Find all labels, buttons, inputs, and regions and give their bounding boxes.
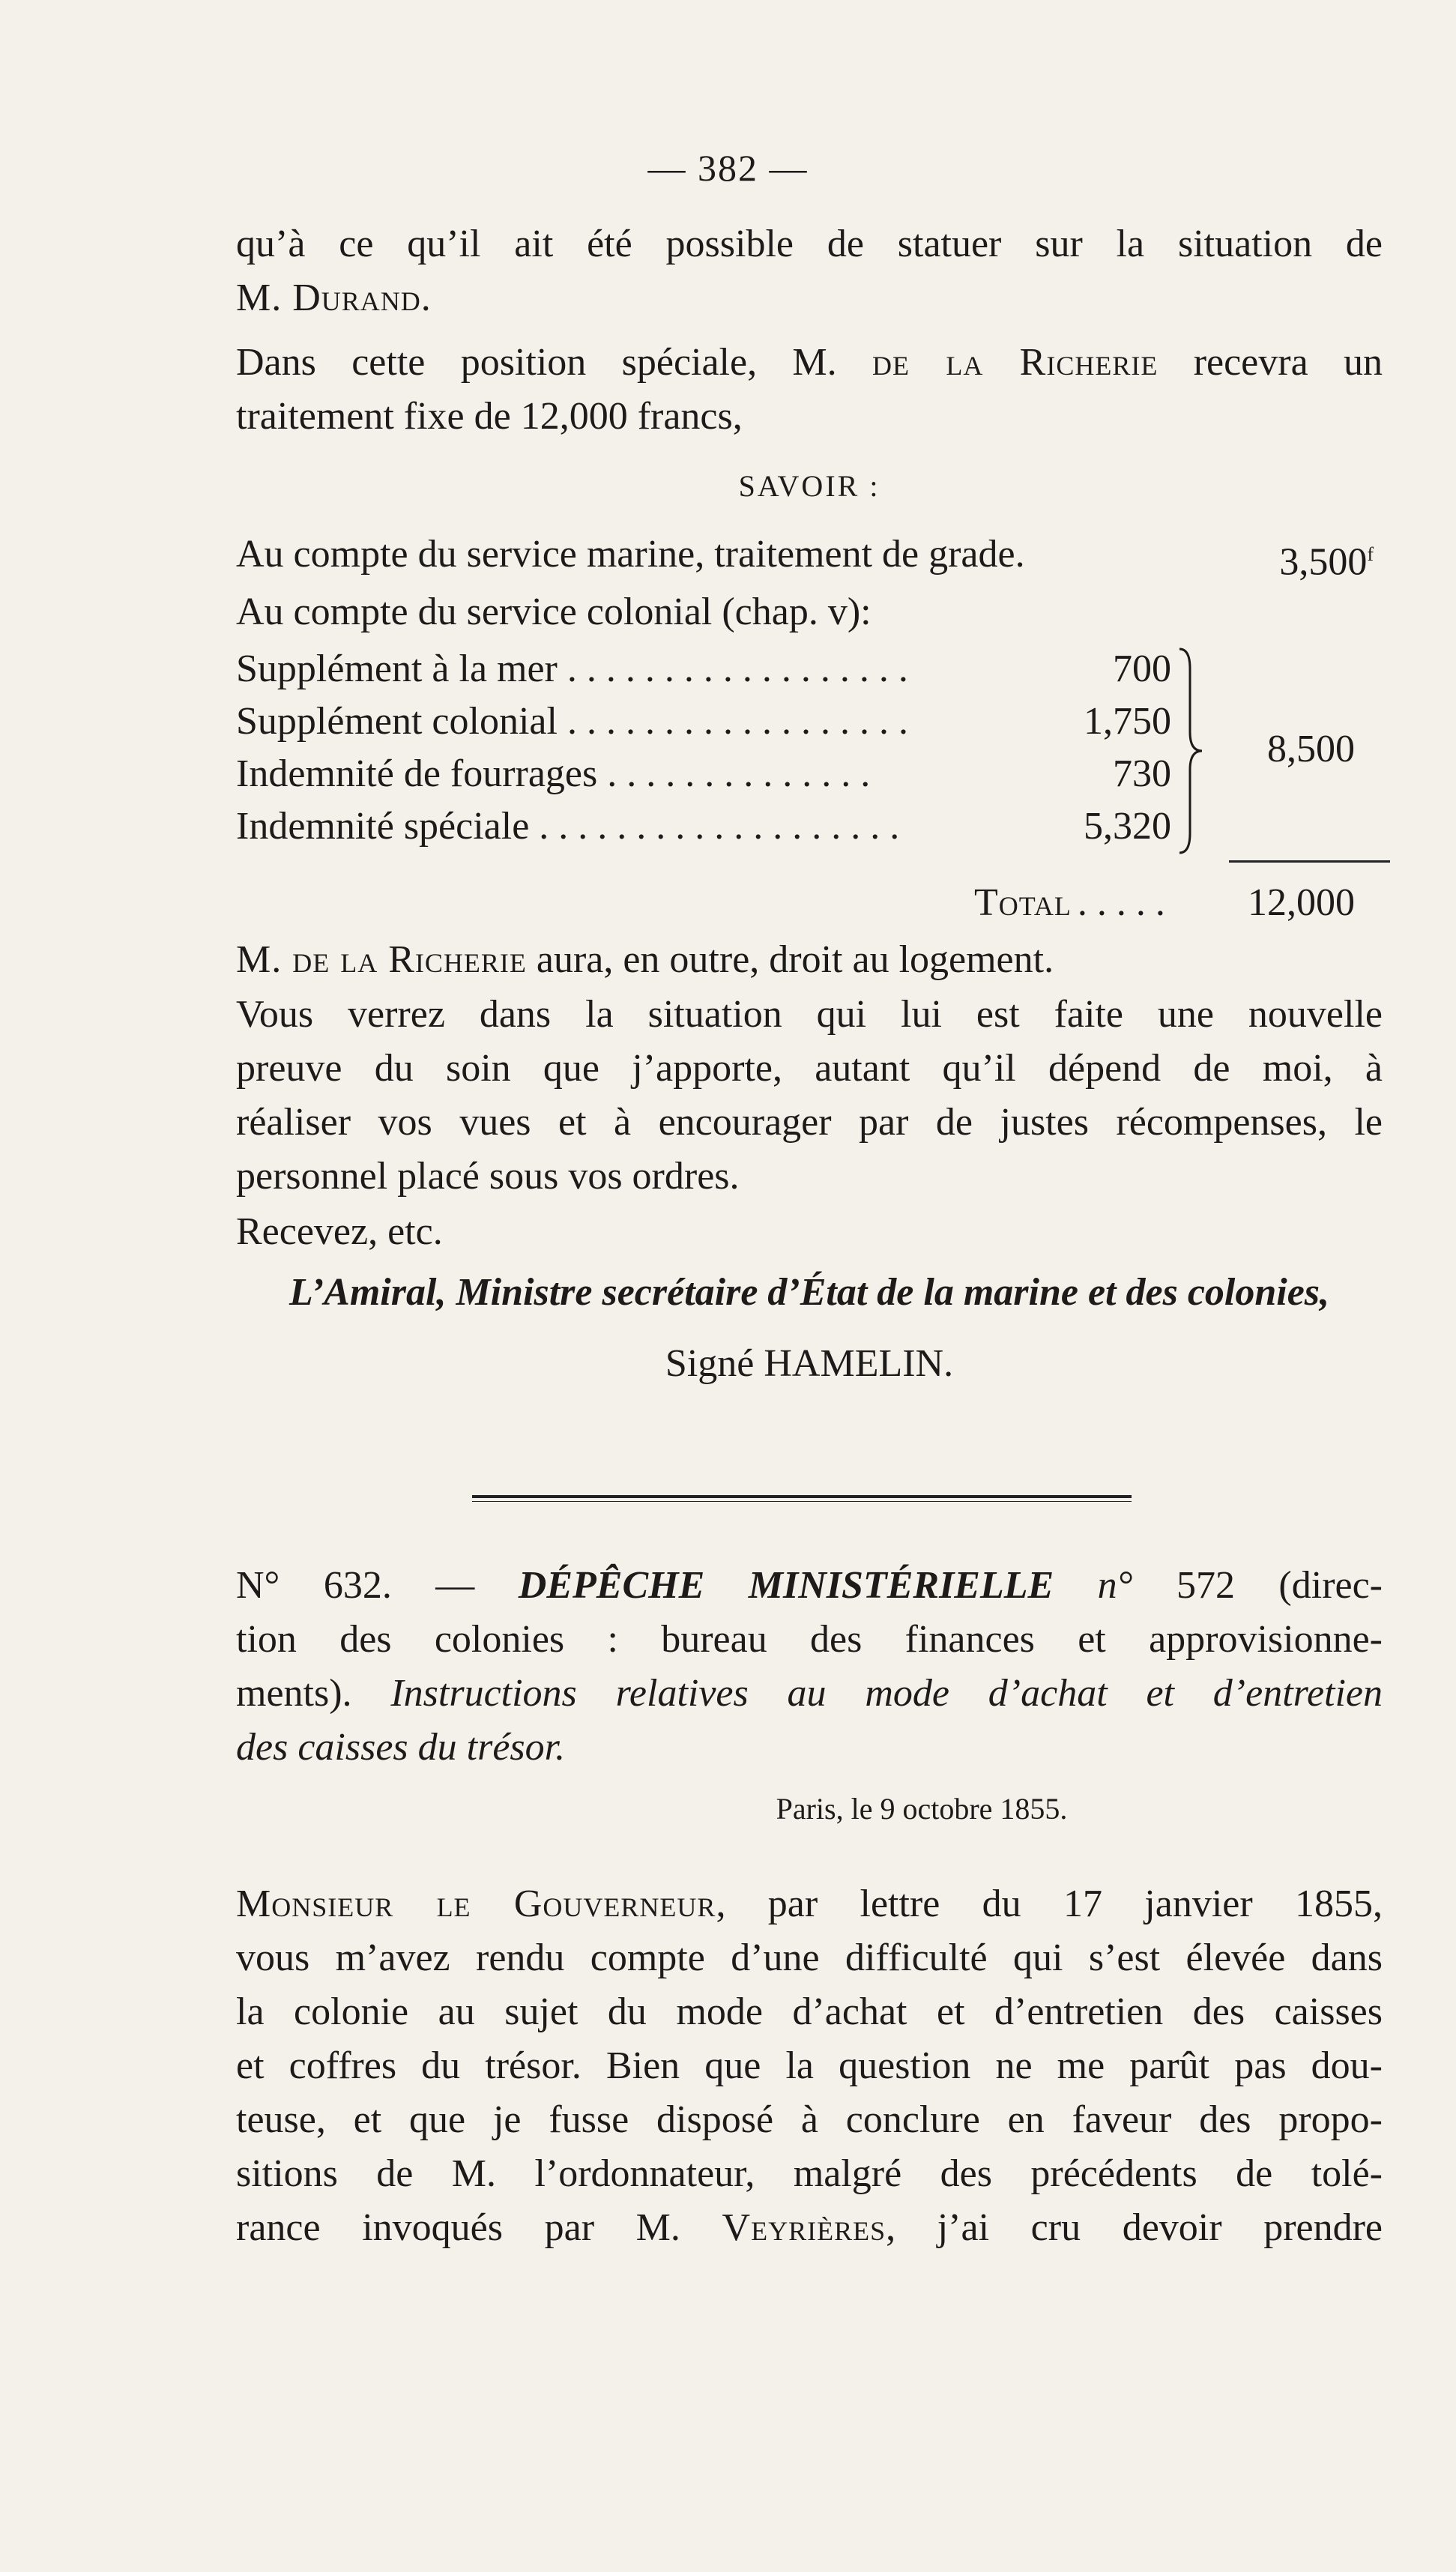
text-span: rance invoqués par M. xyxy=(236,2206,722,2249)
text-line xyxy=(236,1877,1383,1931)
unit-mark: f xyxy=(1367,543,1374,565)
item-label: Supplément colonial xyxy=(236,700,558,743)
item-amount: 700 xyxy=(1113,647,1171,690)
dispatch-heading xyxy=(236,1559,1383,1775)
text-line: M. Durand. xyxy=(236,277,432,319)
section-divider xyxy=(472,1495,1132,1498)
table-item xyxy=(236,695,908,748)
leader-dots: . . . . . xyxy=(1077,881,1165,924)
text-span: , par lettre du 17 janvier 1855, xyxy=(716,1883,1383,1925)
dispatch-title: DÉPÊCHE MINISTÉRIELLE xyxy=(518,1564,1054,1607)
text-line: preuve du soin que j’apporte, autant qu’il dépend de moi, à xyxy=(236,1047,1383,1090)
paragraph-housing xyxy=(236,933,1383,987)
row-amount xyxy=(1279,528,1374,588)
item-amount: 5,320 xyxy=(1084,805,1171,848)
closing-formula: Recevez, etc. xyxy=(236,1210,443,1253)
sum-rule xyxy=(1229,860,1390,863)
person-name: de la Richerie xyxy=(872,341,1159,384)
leader-dots: . . . . . . . . . . . . . . . . . . . xyxy=(529,805,900,848)
paragraph-main xyxy=(236,988,1383,1204)
total-label: Total xyxy=(974,881,1072,924)
amount-value: 3,500 xyxy=(1279,540,1368,584)
addressee: Monsieur le Gouverneur xyxy=(236,1883,716,1925)
dispatch-subject: Instructions relatives au mode d’achat et d’entretien xyxy=(390,1672,1383,1715)
heading-line xyxy=(236,1667,1383,1721)
text-line: et coffres du trésor. Bien que la question ne me parût pas dou- xyxy=(236,2044,1383,2087)
text-line xyxy=(236,933,1383,987)
signature-title: L’Amiral, Ministre secrétaire d’État de la marine et des colonies, xyxy=(289,1271,1330,1314)
text-line: la colonie au sujet du mode d’achat et d’entretien des caisses xyxy=(236,1990,1383,2033)
section-divider-thin xyxy=(472,1501,1132,1502)
text-line: Vous verrez dans la situation qui lui est faite une nouvelle xyxy=(236,993,1383,1036)
text-span: , j’ai cru devoir prendre xyxy=(886,2206,1383,2249)
text-span: recevra un xyxy=(1158,341,1383,384)
table-item xyxy=(236,800,899,853)
item-label: Indemnité de fourrages xyxy=(236,752,598,795)
text-span: (direc- xyxy=(1234,1564,1383,1607)
text-span: aura, en outre, droit au logement. xyxy=(526,938,1054,981)
leader-dots: . . . . . . . . . . . . . . . . . . xyxy=(557,700,908,743)
dispatch-ref: 572 xyxy=(1176,1564,1235,1607)
text-span: n° xyxy=(1054,1564,1176,1607)
person-name: M. de la Richerie xyxy=(236,938,527,981)
row-label: Au compte du service marine, traitement de grade. xyxy=(236,533,1025,576)
text-span: Dans cette position spéciale, M. xyxy=(236,341,873,384)
section-label: SAVOIR : xyxy=(738,469,880,503)
item-amount: 1,750 xyxy=(1084,700,1171,743)
text-line: qu’à ce qu’il ait été possible de statuer sur la situation de xyxy=(236,223,1383,265)
page-number: — 382 — xyxy=(647,147,809,189)
table-row-marine xyxy=(236,528,1025,581)
group-total: 8,500 xyxy=(1267,728,1355,770)
item-amount: 730 xyxy=(1113,752,1171,795)
dispatch-number: N° 632. — xyxy=(236,1564,519,1607)
signature-name: Signé HAMELIN. xyxy=(665,1342,954,1385)
item-label: Indemnité spéciale xyxy=(236,805,530,848)
total-amount: 12,000 xyxy=(1248,881,1355,924)
text-line: sitions de M. l’ordonnateur, malgré des précédents de tolé- xyxy=(236,2152,1383,2195)
leader-dots: . . . . . . . . . . . . . . . . . . xyxy=(557,647,908,690)
text-line: personnel placé sous vos ordres. xyxy=(236,1155,740,1198)
table-item xyxy=(236,643,908,695)
total-row xyxy=(974,877,1165,929)
text-line: vous m’avez rendu compte d’une difficulté qui s’est élevée dans xyxy=(236,1936,1383,1979)
dateline: Paris, le 9 octobre 1855. xyxy=(776,1792,1068,1826)
text-line: teuse, et que je fusse disposé à conclure en faveur des propo- xyxy=(236,2098,1383,2141)
paragraph-continuation xyxy=(236,217,1383,325)
table-row-colonial: Au compte du service colonial (chap. v): xyxy=(236,591,872,633)
text-line xyxy=(236,2201,1383,2255)
heading-line xyxy=(236,1559,1383,1613)
table-item xyxy=(236,748,870,800)
person-name: Veyrières xyxy=(722,2206,886,2249)
leader-dots: . . . . . . . . . . . . . . xyxy=(597,752,871,795)
heading-line: tion des colonies : bureau des finances et approvisionne- xyxy=(236,1618,1383,1661)
text-line: traitement fixe de 12,000 francs, xyxy=(236,395,743,438)
paragraph-position xyxy=(236,336,1383,444)
item-label: Supplément à la mer xyxy=(236,647,558,690)
text-line: réaliser vos vues et à encourager par de justes récompenses, le xyxy=(236,1101,1383,1144)
paragraph-letter xyxy=(236,1877,1383,2255)
heading-line: des caisses du trésor. xyxy=(236,1726,566,1769)
text-span: ments). xyxy=(236,1672,391,1715)
text-line xyxy=(236,336,1383,390)
brace-icon xyxy=(1176,646,1206,856)
